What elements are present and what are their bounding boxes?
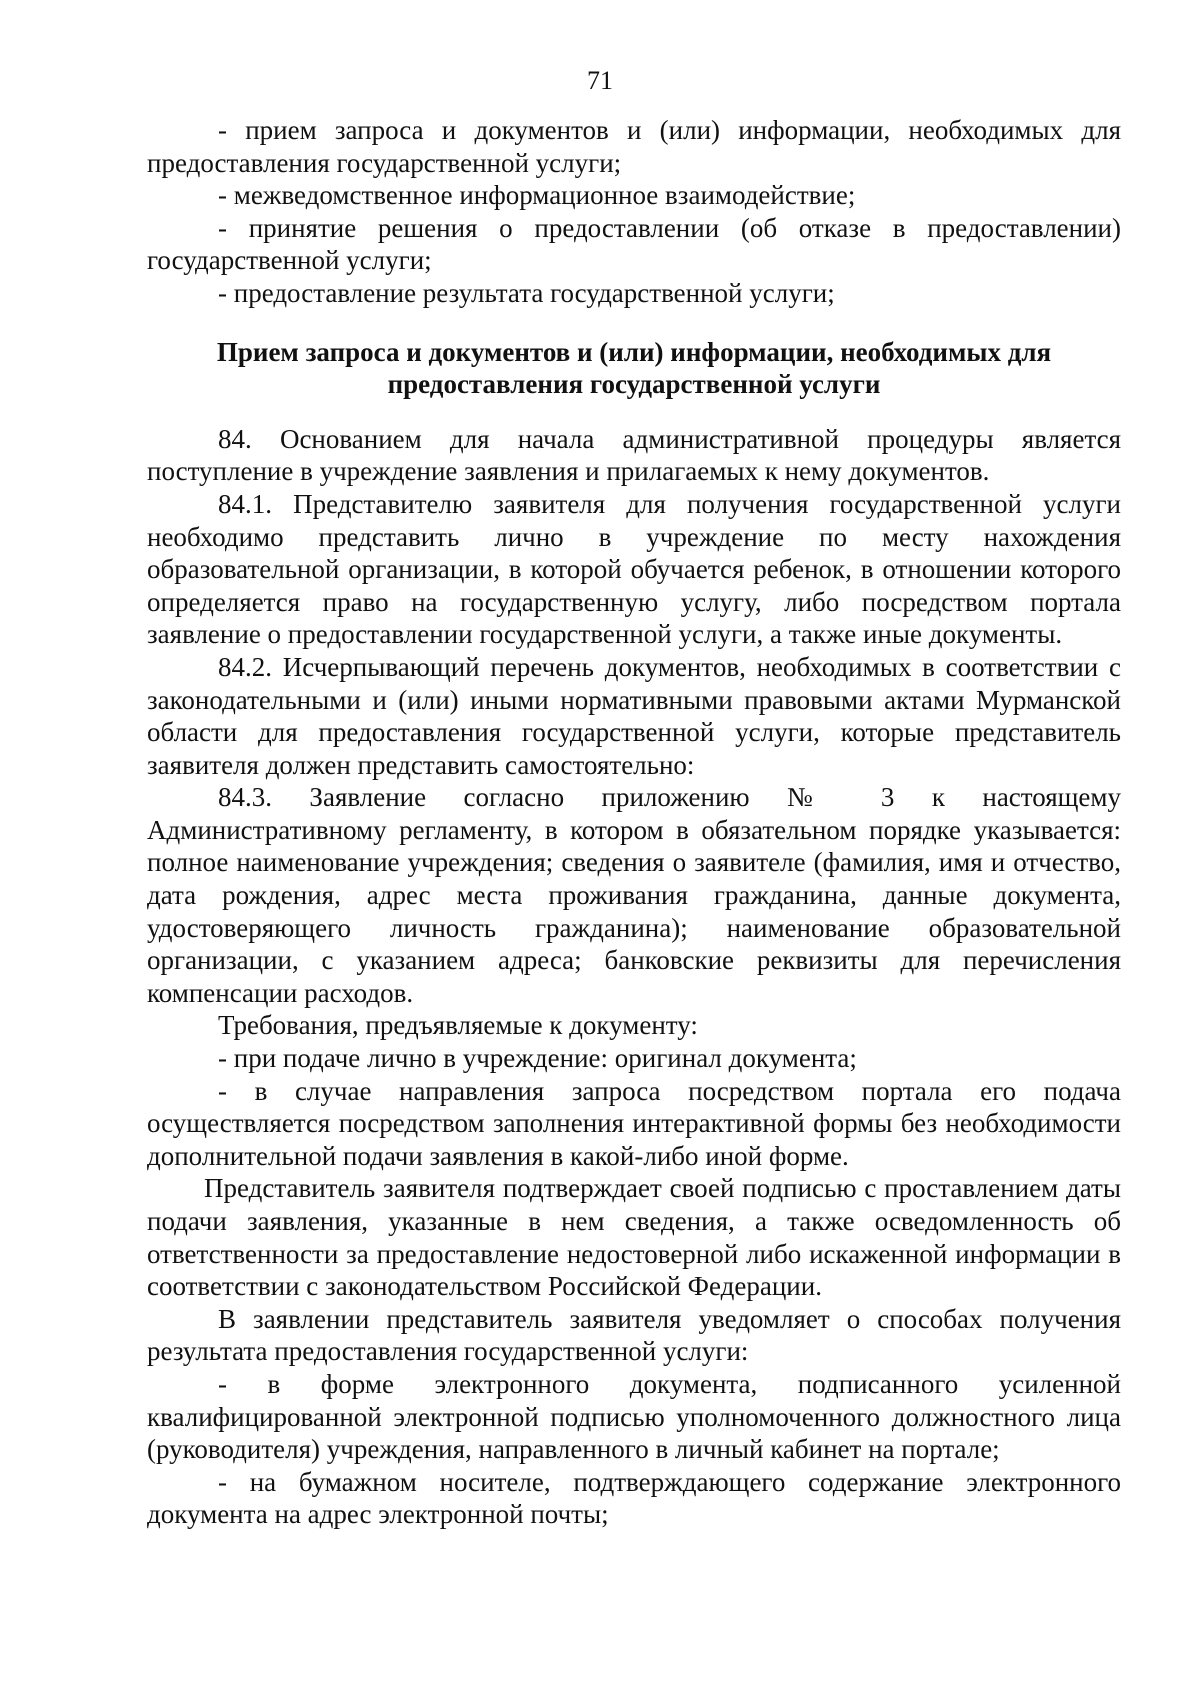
paragraph-84-1: 84.1. Представителю заявителя для получения государственной услуги необходимо представить лично в учреждение по месту нахождения образовательной организации, в которой обучается ребенок, в отношении которого определяется право на государственную услугу, либо посредством портала заявление о предоставлении государственной услуги, а также иные документы. xyxy=(147,488,1121,650)
section-heading-line: предоставления государственной услуги xyxy=(387,369,881,400)
list-item: - предоставление результата государственной услуги; xyxy=(218,277,835,308)
list-item: - прием запроса и документов и (или) информации, необходимых для предоставления государственной услуги; xyxy=(147,115,1121,178)
paragraph: Требования, предъявляемые к документу: xyxy=(218,1010,698,1041)
paragraph: Представитель заявителя подтверждает своей подписью с проставлением даты подачи заявления, указанные в нем сведения, а также осведомленность об ответственности за предоставление недостоверной либо искаженной информации в соответствии с законодательством Российской Федерации. xyxy=(147,1173,1121,1302)
list-item: - в форме электронного документа, подписанного усиленной квалифицированной электронной подписью уполномоченного должностного лица (руководителя) учреждения, направленного в личный кабинет на портале; xyxy=(147,1368,1121,1465)
section-heading-line: Прием запроса и документов и (или) информации, необходимых для xyxy=(216,336,1052,367)
paragraph-84-2: 84.2. Исчерпывающий перечень документов, необходимых в соответствии с законодательными и (или) иными нормативными правовыми актами Мурманской области для предоставления государственной услуги, которые представитель заявителя должен представить самостоятельно: xyxy=(147,651,1121,780)
page-number: 71 xyxy=(587,66,613,95)
list-item: - межведомственное информационное взаимодействие; xyxy=(218,180,856,211)
paragraph-84-3: 84.3. Заявление согласно приложению № 3 к настоящему Административному регламенту, в котором в обязательном порядке указывается: полное наименование учреждения; сведения о заявителе (фамилия, имя и отчество, дата рождения, адрес места проживания гражданина, данные документа, удостоверяющего личность гражданина); наименование образовательной организации, с указанием адреса; банковские реквизиты для перечисления компенсации расходов. xyxy=(147,782,1121,1008)
page-content xyxy=(147,114,1121,1531)
list-item: - при подаче лично в учреждение: оригинал документа; xyxy=(218,1043,857,1074)
section-heading xyxy=(147,336,1121,401)
list-item: - принятие решения о предоставлении (об отказе в предоставлении) государственной услуги; xyxy=(147,212,1121,276)
list-item: - в случае направления запроса посредством портала его подача осуществляется посредством заполнения интерактивной формы без необходимости дополнительной подачи заявления в какой-либо иной форме. xyxy=(147,1075,1121,1171)
list-item: - на бумажном носителе, подтверждающего содержание электронного документа на адрес электронной почты; xyxy=(147,1466,1121,1530)
paragraph-84: 84. Основанием для начала административной процедуры является поступление в учреждение заявления и прилагаемых к нему документов. xyxy=(147,423,1121,487)
paragraph: В заявлении представитель заявителя уведомляет о способах получения результата предоставления государственной услуги: xyxy=(147,1303,1121,1367)
